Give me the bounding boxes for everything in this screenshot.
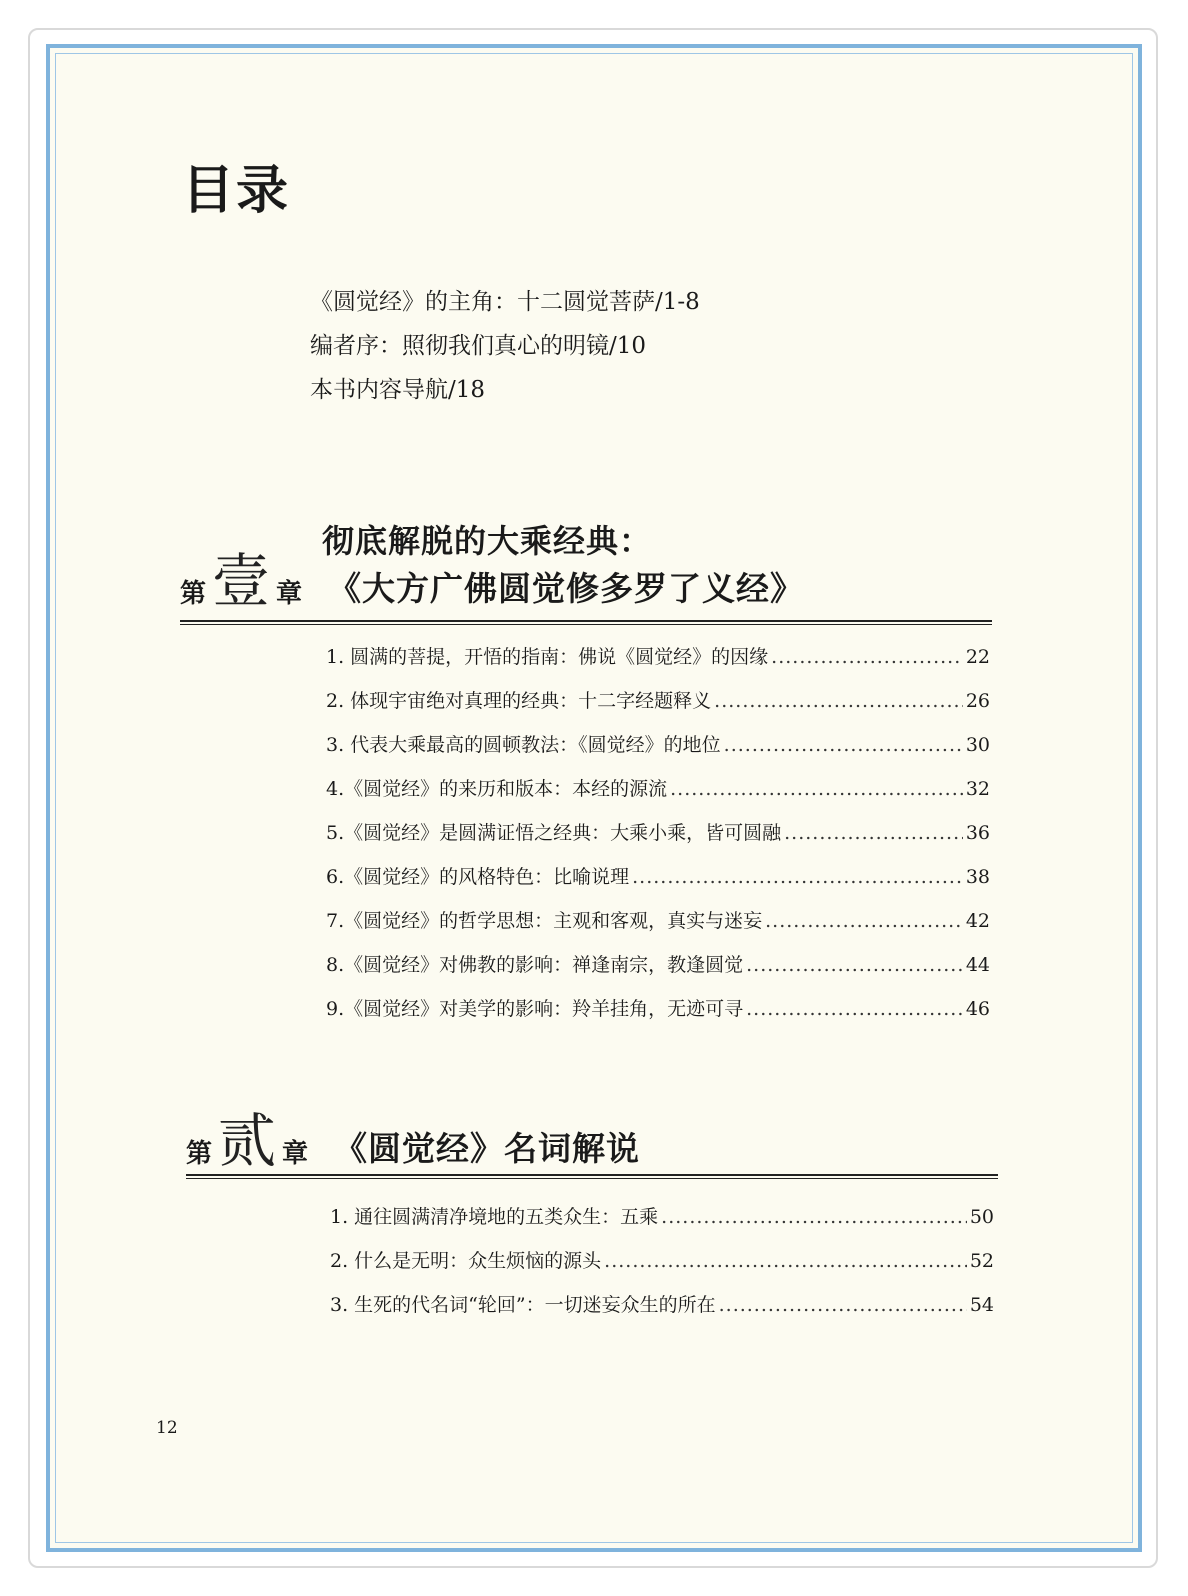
front-matter-item[interactable]: 《圆觉经》的主角：十二圆觉菩萨/1-8 (310, 289, 700, 315)
page-ref: 22 (965, 646, 990, 668)
chapter-number: 壹 (212, 547, 271, 615)
toc-entry[interactable]: 3. 代表大乘最高的圆顿教法：《圆觉经》的地位 ..... 30 (326, 730, 990, 774)
toc-entry[interactable]: 6.《圆觉经》的风格特色：比喻说理 ..... 38 (326, 862, 990, 906)
chapter-2-rule (186, 1174, 998, 1179)
page-ref: 52 (969, 1250, 994, 1272)
chapter-prefix: 第 (180, 579, 207, 609)
toc-entry[interactable]: 7.《圆觉经》的哲学思想：主观和客观，真实与迷妄 ..... 42 (326, 906, 990, 950)
toc-entry[interactable]: 1. 通往圆满清净境地的五类众生：五乘 ..... 50 (330, 1202, 994, 1246)
dot-leader (784, 822, 963, 844)
chapter-2-heading[interactable] (186, 1107, 641, 1175)
chapter-1-heading[interactable] (180, 547, 805, 615)
toc-entry[interactable]: 2. 体现宇宙绝对真理的经典：十二字经题释义 ..... 26 (326, 686, 990, 730)
chapter-number: 贰 (218, 1107, 277, 1175)
page-ref: 54 (969, 1294, 994, 1316)
chapter-suffix: 章 (282, 1139, 309, 1169)
toc-entry[interactable]: 4.《圆觉经》的来历和版本：本经的源流 ..... 32 (326, 774, 990, 818)
dot-leader (670, 778, 963, 800)
chapter-2-title: 《圆觉经》名词解说 (334, 1129, 641, 1168)
page-ref: 30 (965, 734, 990, 756)
dot-leader (724, 734, 963, 756)
toc-entry[interactable]: 9.《圆觉经》对美学的影响：羚羊挂角，无迹可寻 ..... 46 (326, 994, 990, 1038)
front-matter-item[interactable]: 本书内容导航/18 (310, 377, 486, 403)
dot-leader (719, 1294, 967, 1316)
chapter-prefix: 第 (186, 1139, 213, 1169)
page-ref: 26 (965, 690, 990, 712)
page-number: 12 (156, 1418, 178, 1438)
page-ref: 32 (965, 778, 990, 800)
dot-leader (604, 1250, 967, 1272)
chapter-suffix: 章 (276, 579, 303, 609)
front-matter-item[interactable]: 编者序：照彻我们真心的明镜/10 (310, 333, 647, 359)
toc-entry[interactable]: 2. 什么是无明：众生烦恼的源头 ..... 52 (330, 1246, 994, 1290)
page-title: 目录 (182, 161, 291, 221)
dot-leader (771, 646, 963, 668)
dot-leader (661, 1206, 967, 1228)
chapter-1-rule (180, 620, 992, 625)
dot-leader (746, 954, 963, 976)
page-ref: 38 (965, 866, 990, 888)
page-ref: 46 (965, 998, 990, 1020)
toc-entry[interactable]: 8.《圆觉经》对佛教的影响：禅逢南宗，教逢圆觉 ..... 44 (326, 950, 990, 994)
front-matter-list (310, 280, 700, 412)
toc-entry[interactable]: 5.《圆觉经》是圆满证悟之经典：大乘小乘，皆可圆融 ..... 36 (326, 818, 990, 862)
chapter-2-entries (330, 1202, 994, 1334)
toc-entry[interactable]: 1. 圆满的菩提，开悟的指南：佛说《圆觉经》的因缘 ..... 22 (326, 642, 990, 686)
dot-leader (714, 690, 963, 712)
dot-leader (765, 910, 963, 932)
dot-leader (632, 866, 963, 888)
page-ref: 36 (965, 822, 990, 844)
toc-entry[interactable]: 3. 生死的代名词“轮回”：一切迷妄众生的所在 ..... 54 (330, 1290, 994, 1334)
chapter-1-title: 《大方广佛圆觉修多罗了义经》 (328, 569, 805, 608)
page-ref: 44 (965, 954, 990, 976)
chapter-1-subtitle: 彻底解脱的大乘经典： (322, 522, 653, 560)
chapter-1-entries (326, 642, 990, 1038)
dot-leader (746, 998, 963, 1020)
page-ref: 50 (969, 1206, 994, 1228)
page-ref: 42 (965, 910, 990, 932)
